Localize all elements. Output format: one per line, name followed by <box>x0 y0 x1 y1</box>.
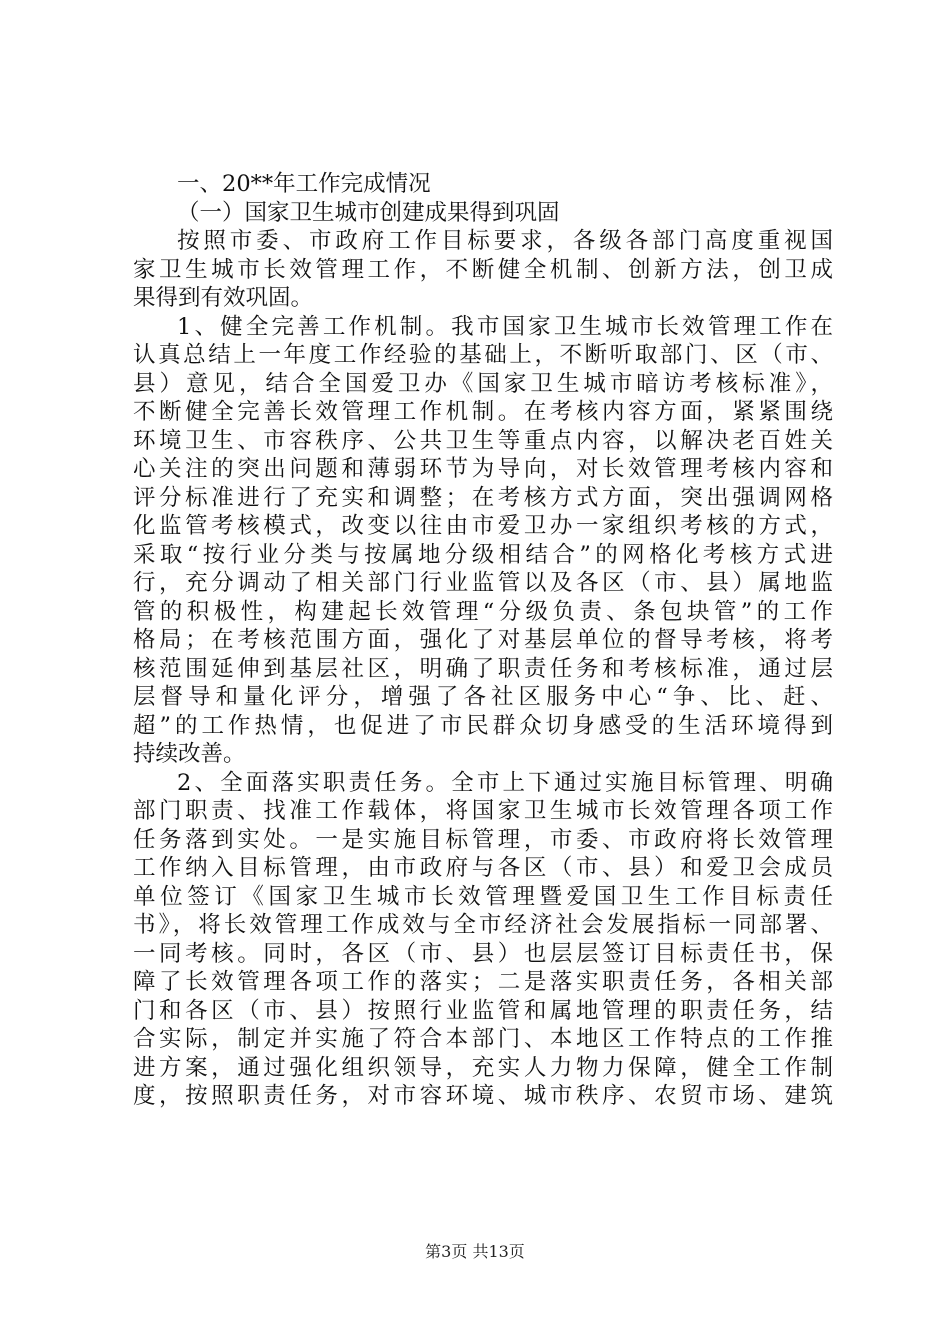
paragraph-line: 环境卫生、市容秩序、公共卫生等重点内容，以解决老百姓关 <box>133 427 833 454</box>
paragraph-line: 格局；在考核范围方面，强化了对基层单位的督导考核，将考 <box>133 627 833 653</box>
paragraph-line: 家卫生城市长效管理工作，不断健全机制、创新方法，创卫成 <box>133 256 833 283</box>
paragraph-line: 化监管考核模式，改变以往由市爱卫办一家组织考核的方式， <box>133 513 833 539</box>
paragraph-line: 合实际，制定并实施了符合本部门、本地区工作特点的工作推 <box>133 1026 833 1052</box>
document-body <box>133 170 833 1111</box>
page-number-label: 第3页 共13页 <box>425 1242 525 1261</box>
paragraph-line: 按照市委、市政府工作目标要求，各级各部门高度重视国 <box>177 228 833 254</box>
section-heading: 一、20**年工作完成情况 <box>177 171 431 197</box>
paragraph-line: 度，按照职责任务，对市容环境、城市秩序、农贸市场、建筑 <box>133 1083 833 1109</box>
paragraph-line: 持续改善。 <box>133 741 246 767</box>
subsection-heading: （一）国家卫生城市创建成果得到巩固 <box>177 199 560 226</box>
paragraph-line: 心关注的突出问题和薄弱环节为导向，对长效管理考核内容和 <box>133 456 833 482</box>
paragraph-line: 部门职责、找准工作载体，将国家卫生城市长效管理各项工作 <box>133 798 833 824</box>
paragraph-line: 评分标准进行了充实和调整；在考核方式方面，突出强调网格 <box>133 484 833 511</box>
paragraph-line: 书》，将长效管理工作成效与全市经济社会发展指标一同部署、 <box>133 912 833 938</box>
paragraph-line: 障了长效管理各项工作的落实；二是落实职责任务，各相关部 <box>133 969 833 995</box>
paragraph-line: 认真总结上一年度工作经验的基础上，不断听取部门、区（市、 <box>133 342 833 368</box>
paragraph-line: 不断健全完善长效管理工作机制。在考核内容方面，紧紧围绕 <box>133 399 833 425</box>
paragraph-line: 行，充分调动了相关部门行业监管以及各区（市、县）属地监 <box>133 570 833 596</box>
paragraph-line: 1、健全完善工作机制。我市国家卫生城市长效管理工作在 <box>177 313 833 340</box>
paragraph-line: 层督导和量化评分，增强了各社区服务中心“争、比、赶、 <box>133 684 833 710</box>
paragraph-line: 门和各区（市、县）按照行业监管和属地管理的职责任务，结 <box>133 997 833 1024</box>
paragraph-line: 进方案，通过强化组织领导，充实人力物力保障，健全工作制 <box>133 1054 833 1081</box>
paragraph-line: 管的积极性，构建起长效管理“分级负责、条包块管”的工作 <box>133 598 833 625</box>
paragraph-line: 2、全面落实职责任务。全市上下通过实施目标管理、明确 <box>177 769 833 796</box>
paragraph-line: 核范围延伸到基层社区，明确了职责任务和考核标准，通过层 <box>133 655 833 682</box>
paragraph-line: 超”的工作热情，也促进了市民群众切身感受的生活环境得到 <box>133 712 833 739</box>
paragraph-line: 一同考核。同时，各区（市、县）也层层签订目标责任书，保 <box>133 940 833 967</box>
paragraph-line: 县）意见，结合全国爱卫办《国家卫生城市暗访考核标准》， <box>133 370 833 397</box>
page-footer <box>0 1242 950 1262</box>
paragraph-line: 单位签订《国家卫生城市长效管理暨爱国卫生工作目标责任 <box>133 883 833 910</box>
paragraph-line: 果得到有效巩固。 <box>133 285 314 311</box>
paragraph-line: 采取“按行业分类与按属地分级相结合”的网格化考核方式进 <box>133 541 833 568</box>
paragraph-line: 任务落到实处。一是实施目标管理，市委、市政府将长效管理 <box>133 826 833 853</box>
paragraph-line: 工作纳入目标管理，由市政府与各区（市、县）和爱卫会成员 <box>133 855 833 881</box>
